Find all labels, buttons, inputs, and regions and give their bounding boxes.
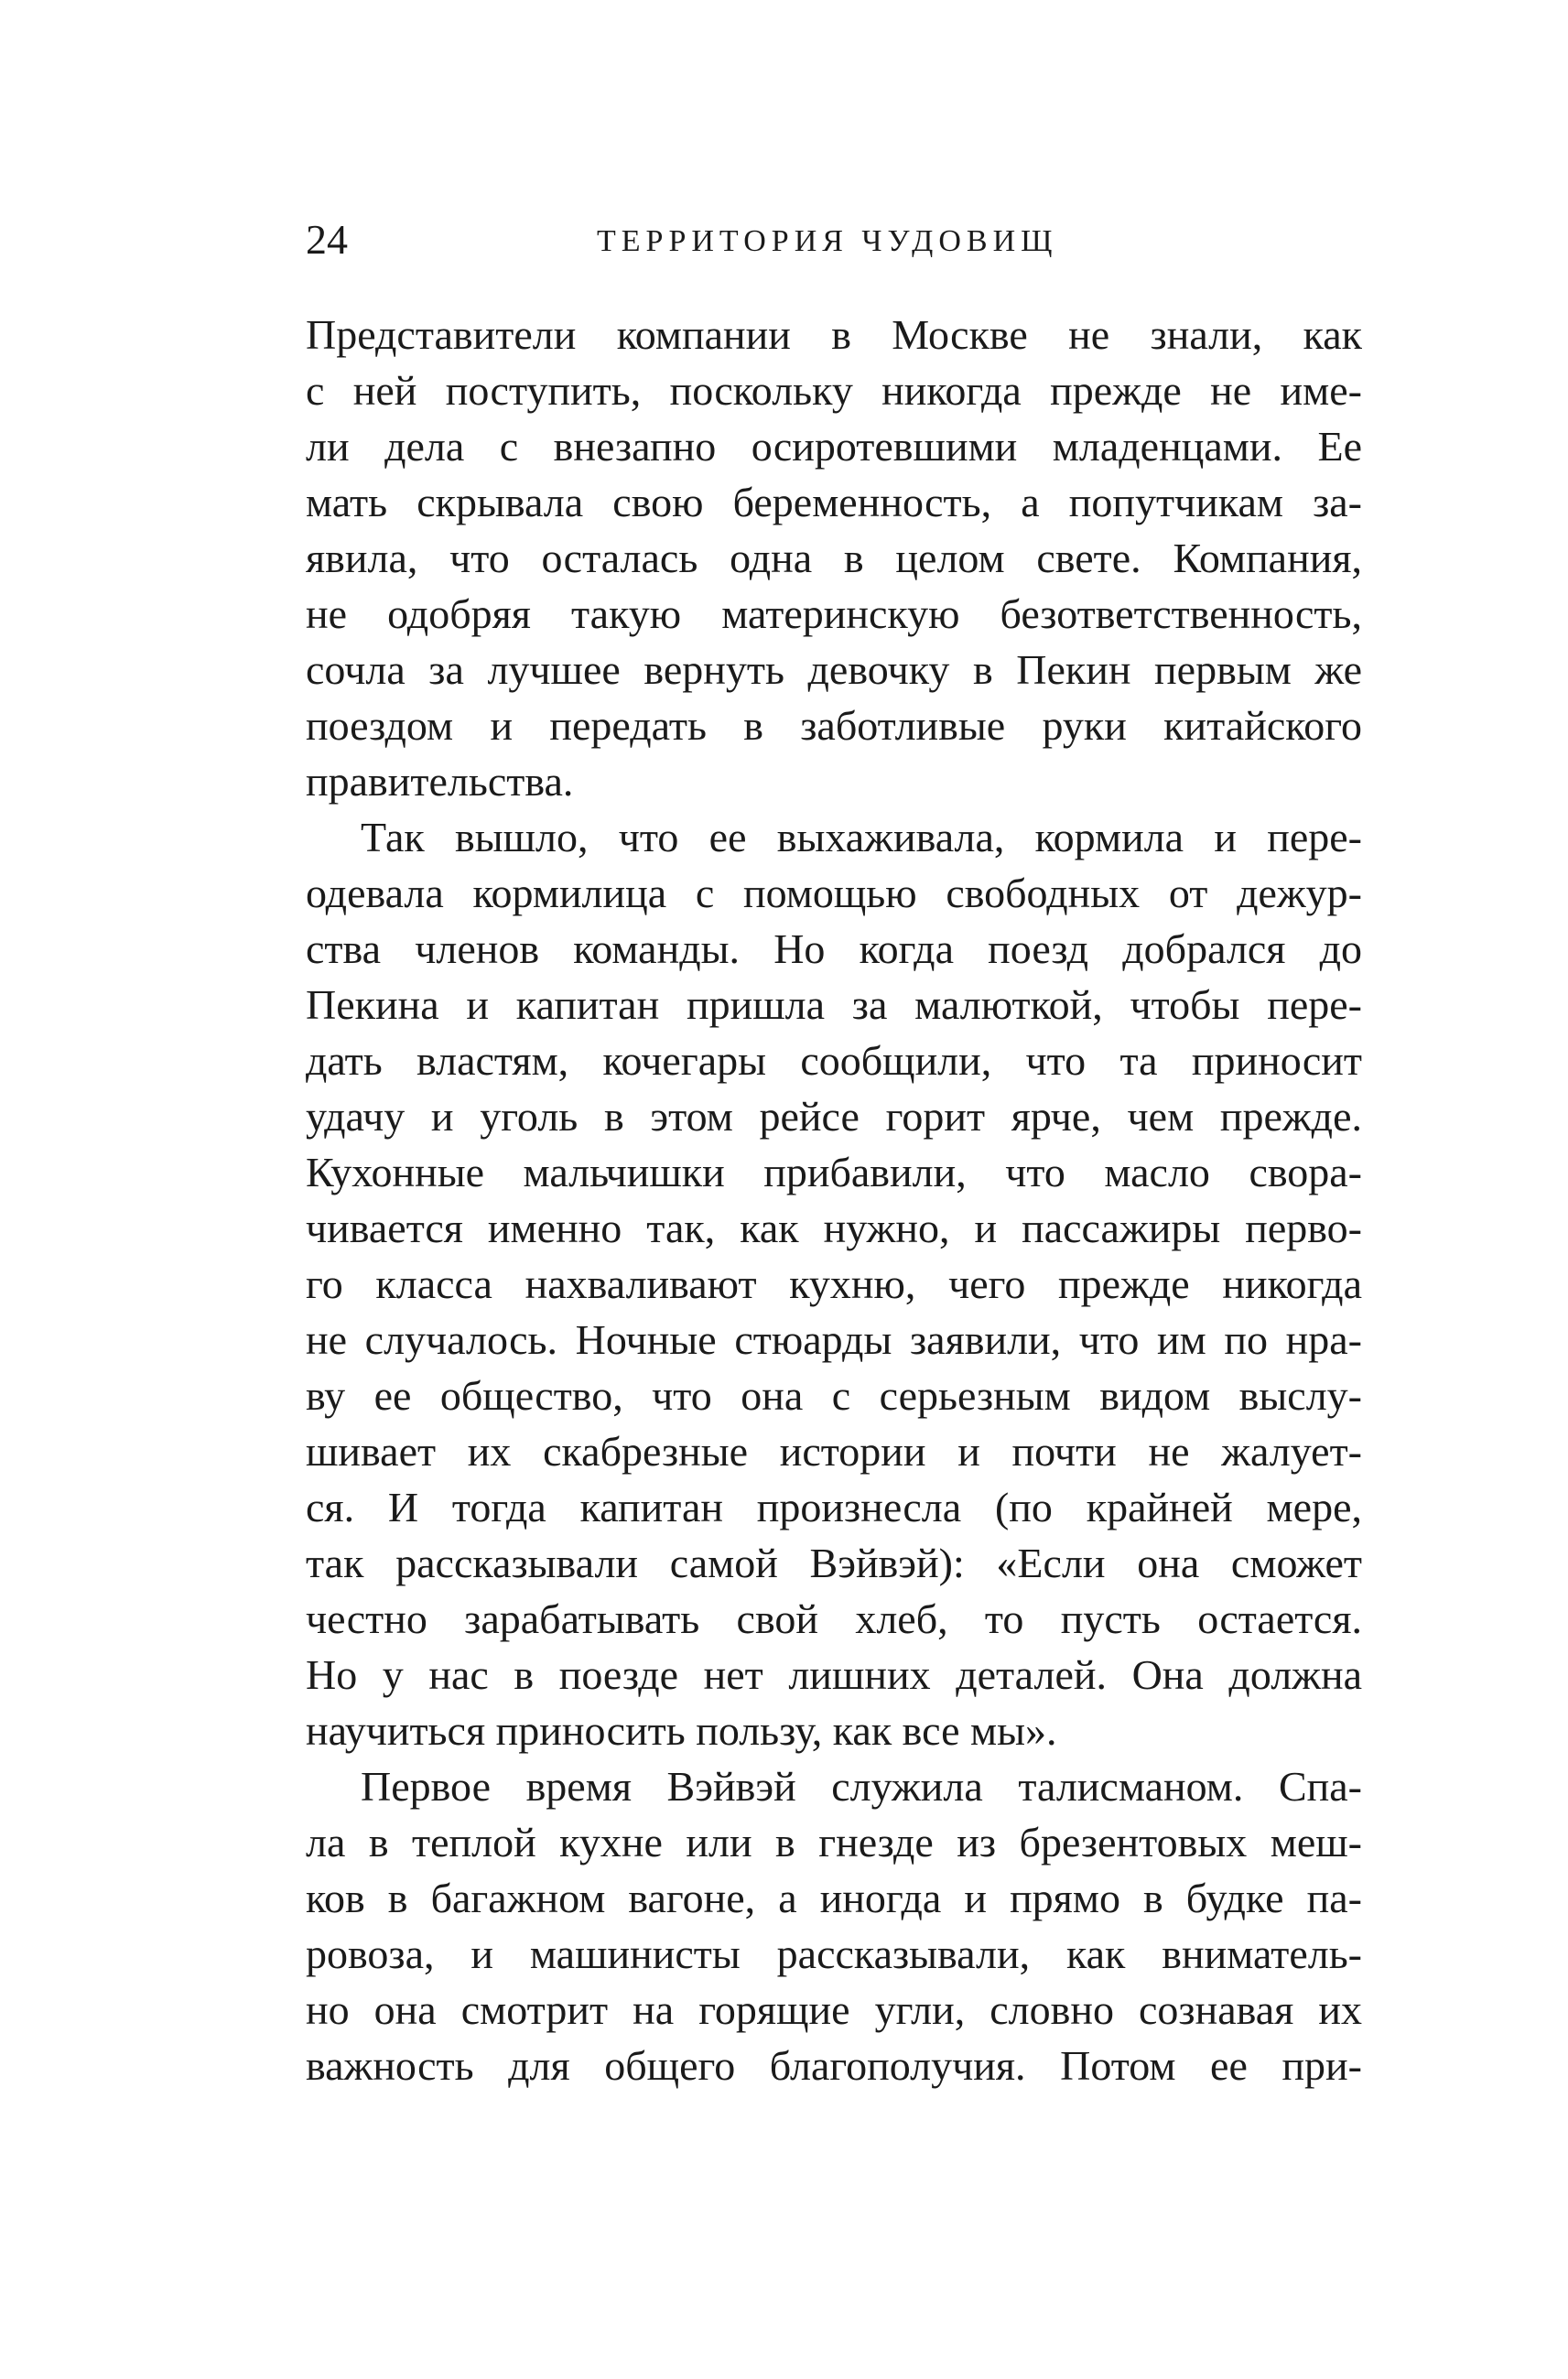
paragraph bbox=[306, 1758, 1362, 2093]
text-line: сочла за лучшее вернуть девочку в Пекин первым же bbox=[306, 646, 1362, 693]
text-line: мать скрывала свою беременность, а попутчикам за- bbox=[306, 479, 1362, 525]
text-line: важность для общего благополучия. Потом ее при- bbox=[306, 2042, 1362, 2089]
text-line: ков в багажном вагоне, а иногда и прямо в будке па- bbox=[306, 1875, 1362, 1921]
text-line: ровоза, и машинисты рассказывали, как вниматель- bbox=[306, 1930, 1362, 1977]
text-line: не случалось. Ночные стюарды заявили, что им по нра- bbox=[306, 1316, 1362, 1363]
text-line: чивается именно так, как нужно, и пассажиры перво- bbox=[306, 1205, 1362, 1251]
text-line: поездом и передать в заботливые руки китайского bbox=[306, 702, 1362, 749]
text-line: научиться приносить пользу, как все мы». bbox=[306, 1707, 1057, 1754]
text-line: Представители компании в Москве не знали, как bbox=[306, 311, 1362, 358]
text-line: не одобряя такую материнскую безответственность, bbox=[306, 590, 1362, 637]
body-text bbox=[306, 307, 1362, 2093]
paragraph bbox=[306, 809, 1362, 1758]
page-number: 24 bbox=[306, 216, 348, 263]
text-line: с ней поступить, поскольку никогда прежде не име- bbox=[306, 367, 1362, 414]
text-line: Но у нас в поезде нет лишних деталей. Она должна bbox=[306, 1651, 1362, 1698]
text-line: ства членов команды. Но когда поезд добрался до bbox=[306, 925, 1362, 972]
text-line: Пекина и капитан пришла за малюткой, чтобы пере- bbox=[306, 981, 1362, 1028]
text-line: правительства. bbox=[306, 758, 574, 805]
text-line: ву ее общество, что она с серьезным видом выслу- bbox=[306, 1372, 1362, 1419]
text-line: так рассказывали самой Вэйвэй): «Если она сможет bbox=[306, 1540, 1362, 1586]
running-title: ТЕРРИТОРИЯ ЧУДОВИЩ bbox=[597, 224, 1058, 258]
paragraph bbox=[306, 307, 1362, 809]
running-head bbox=[306, 212, 1358, 267]
text-line: ся. И тогда капитан произнесла (по крайней мере, bbox=[306, 1484, 1362, 1530]
text-line: дать властям, кочегары сообщили, что та приносит bbox=[306, 1037, 1362, 1084]
text-line: но она смотрит на горящие угли, словно сознавая их bbox=[306, 1986, 1362, 2033]
text-line: одевала кормилица с помощью свободных от дежур- bbox=[306, 870, 1362, 916]
text-line: шивает их скабрезные истории и почти не жалует- bbox=[306, 1428, 1362, 1475]
text-line: Так вышло, что ее выхаживала, кормила и пере- bbox=[361, 814, 1362, 860]
text-line: ли дела с внезапно осиротевшими младенцами. Ее bbox=[306, 423, 1362, 470]
text-line: честно зарабатывать свой хлеб, то пусть остается. bbox=[306, 1595, 1362, 1642]
text-line: го класса нахваливают кухню, чего прежде никогда bbox=[306, 1260, 1362, 1307]
text-line: удачу и уголь в этом рейсе горит ярче, чем прежде. bbox=[306, 1093, 1362, 1140]
text-line: явила, что осталась одна в целом свете. Компания, bbox=[306, 535, 1362, 581]
text-line: ла в теплой кухне или в гнезде из брезентовых меш- bbox=[306, 1819, 1362, 1865]
text-line: Первое время Вэйвэй служила талисманом. Спа- bbox=[361, 1763, 1362, 1810]
text-line: Кухонные мальчишки прибавили, что масло свора- bbox=[306, 1149, 1362, 1195]
